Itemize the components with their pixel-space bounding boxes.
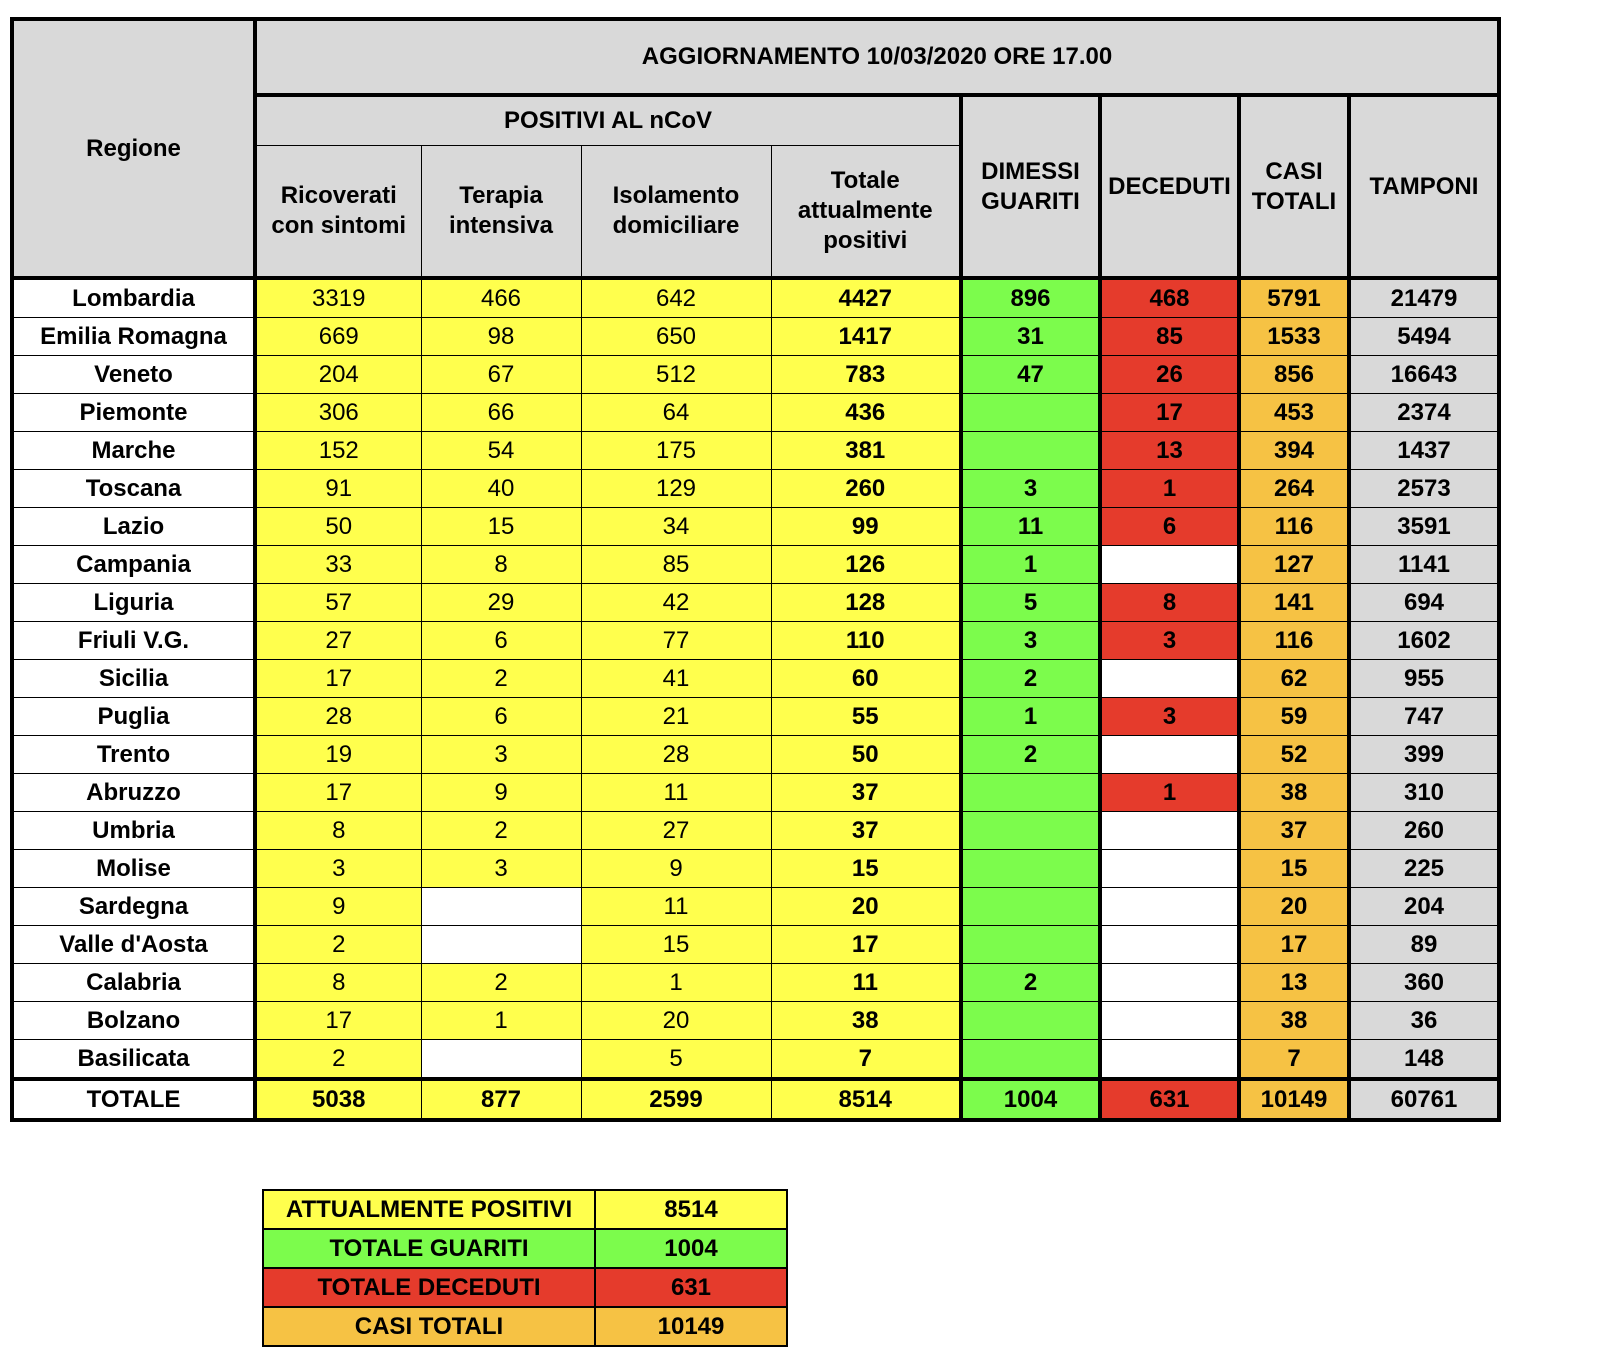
totals-deceduti: 631 bbox=[1100, 1079, 1239, 1120]
cell-casi: 453 bbox=[1239, 394, 1349, 432]
cell-dimessi: 2 bbox=[961, 964, 1100, 1002]
cell-isolamento: 11 bbox=[581, 888, 771, 926]
cell-tamponi: 2374 bbox=[1349, 394, 1499, 432]
cell-isolamento: 5 bbox=[581, 1040, 771, 1080]
header-totale-positivi bbox=[771, 146, 961, 279]
cell-isolamento: 9 bbox=[581, 850, 771, 888]
header-dimessi bbox=[961, 95, 1100, 278]
cell-casi: 59 bbox=[1239, 698, 1349, 736]
header-casi-totali bbox=[1239, 95, 1349, 278]
cell-ricoverati: 19 bbox=[255, 736, 421, 774]
totals-dimessi: 1004 bbox=[961, 1079, 1100, 1120]
cell-deceduti: 468 bbox=[1100, 278, 1239, 318]
cell-deceduti bbox=[1100, 736, 1239, 774]
cell-ricoverati: 33 bbox=[255, 546, 421, 584]
header-terapia bbox=[421, 146, 581, 279]
table-row bbox=[12, 584, 1499, 622]
cell-dimessi: 896 bbox=[961, 278, 1100, 318]
cell-terapia: 54 bbox=[421, 432, 581, 470]
cell-casi: 13 bbox=[1239, 964, 1349, 1002]
table-header bbox=[12, 19, 1499, 278]
cell-casi: 116 bbox=[1239, 622, 1349, 660]
cell-dimessi: 31 bbox=[961, 318, 1100, 356]
cell-isolamento: 27 bbox=[581, 812, 771, 850]
cell-deceduti: 6 bbox=[1100, 508, 1239, 546]
cell-ricoverati: 9 bbox=[255, 888, 421, 926]
cell-tamponi: 148 bbox=[1349, 1040, 1499, 1080]
table-row bbox=[12, 318, 1499, 356]
cell-totale-positivi: 55 bbox=[771, 698, 961, 736]
covid-regional-table bbox=[10, 17, 1501, 1122]
summary-body bbox=[263, 1190, 787, 1346]
cell-totale-positivi: 436 bbox=[771, 394, 961, 432]
cell-casi: 141 bbox=[1239, 584, 1349, 622]
cell-casi: 5791 bbox=[1239, 278, 1349, 318]
cell-regione: Sardegna bbox=[12, 888, 255, 926]
cell-totale-positivi: 99 bbox=[771, 508, 961, 546]
cell-tamponi: 36 bbox=[1349, 1002, 1499, 1040]
cell-regione: Liguria bbox=[12, 584, 255, 622]
header-tamponi: TAMPONI bbox=[1349, 95, 1499, 278]
cell-dimessi bbox=[961, 926, 1100, 964]
cell-deceduti: 17 bbox=[1100, 394, 1239, 432]
summary-row bbox=[263, 1307, 787, 1346]
table-row bbox=[12, 1002, 1499, 1040]
cell-deceduti bbox=[1100, 1002, 1239, 1040]
cell-terapia: 6 bbox=[421, 622, 581, 660]
cell-ricoverati: 2 bbox=[255, 926, 421, 964]
cell-dimessi: 5 bbox=[961, 584, 1100, 622]
cell-isolamento: 41 bbox=[581, 660, 771, 698]
cell-regione: Puglia bbox=[12, 698, 255, 736]
cell-dimessi bbox=[961, 394, 1100, 432]
table-row bbox=[12, 1040, 1499, 1080]
cell-casi: 38 bbox=[1239, 1002, 1349, 1040]
table-row bbox=[12, 356, 1499, 394]
cell-casi: 17 bbox=[1239, 926, 1349, 964]
cell-totale-positivi: 128 bbox=[771, 584, 961, 622]
cell-terapia bbox=[421, 888, 581, 926]
cell-totale-positivi: 11 bbox=[771, 964, 961, 1002]
cell-regione: Lombardia bbox=[12, 278, 255, 318]
table-row bbox=[12, 546, 1499, 584]
cell-ricoverati: 17 bbox=[255, 1002, 421, 1040]
cell-ricoverati: 8 bbox=[255, 964, 421, 1002]
cell-casi: 37 bbox=[1239, 812, 1349, 850]
cell-deceduti bbox=[1100, 812, 1239, 850]
summary-row bbox=[263, 1190, 787, 1229]
cell-isolamento: 85 bbox=[581, 546, 771, 584]
cell-ricoverati: 2 bbox=[255, 1040, 421, 1080]
cell-deceduti: 8 bbox=[1100, 584, 1239, 622]
cell-totale-positivi: 37 bbox=[771, 812, 961, 850]
cell-regione: Calabria bbox=[12, 964, 255, 1002]
cell-totale-positivi: 38 bbox=[771, 1002, 961, 1040]
cell-dimessi: 1 bbox=[961, 698, 1100, 736]
cell-tamponi: 225 bbox=[1349, 850, 1499, 888]
cell-isolamento: 77 bbox=[581, 622, 771, 660]
header-casi-totali-label: CASI TOTALI bbox=[1251, 157, 1337, 215]
cell-tamponi: 747 bbox=[1349, 698, 1499, 736]
cell-deceduti bbox=[1100, 926, 1239, 964]
header-isolamento-label: Isolamento domiciliare bbox=[612, 182, 740, 239]
cell-regione: Bolzano bbox=[12, 1002, 255, 1040]
table-row bbox=[12, 278, 1499, 318]
summary-value: 1004 bbox=[595, 1229, 787, 1268]
cell-deceduti bbox=[1100, 888, 1239, 926]
cell-terapia: 3 bbox=[421, 736, 581, 774]
cell-tamponi: 21479 bbox=[1349, 278, 1499, 318]
cell-isolamento: 28 bbox=[581, 736, 771, 774]
header-positivi-group: POSITIVI AL nCoV bbox=[255, 95, 961, 146]
cell-casi: 52 bbox=[1239, 736, 1349, 774]
cell-deceduti bbox=[1100, 546, 1239, 584]
cell-isolamento: 129 bbox=[581, 470, 771, 508]
cell-totale-positivi: 17 bbox=[771, 926, 961, 964]
cell-casi: 20 bbox=[1239, 888, 1349, 926]
cell-regione: Toscana bbox=[12, 470, 255, 508]
cell-isolamento: 64 bbox=[581, 394, 771, 432]
cell-terapia: 98 bbox=[421, 318, 581, 356]
cell-regione: Veneto bbox=[12, 356, 255, 394]
header-totale-positivi-label: Totale attualmente positivi bbox=[797, 167, 933, 254]
cell-tamponi: 1602 bbox=[1349, 622, 1499, 660]
header-deceduti: DECEDUTI bbox=[1100, 95, 1239, 278]
cell-tamponi: 1437 bbox=[1349, 432, 1499, 470]
header-isolamento bbox=[581, 146, 771, 279]
cell-deceduti: 3 bbox=[1100, 698, 1239, 736]
cell-casi: 1533 bbox=[1239, 318, 1349, 356]
cell-totale-positivi: 20 bbox=[771, 888, 961, 926]
cell-terapia: 9 bbox=[421, 774, 581, 812]
totals-casi: 10149 bbox=[1239, 1079, 1349, 1120]
cell-tamponi: 260 bbox=[1349, 812, 1499, 850]
cell-ricoverati: 17 bbox=[255, 774, 421, 812]
table-row bbox=[12, 660, 1499, 698]
cell-isolamento: 175 bbox=[581, 432, 771, 470]
cell-deceduti: 85 bbox=[1100, 318, 1239, 356]
cell-regione: Friuli V.G. bbox=[12, 622, 255, 660]
cell-casi: 62 bbox=[1239, 660, 1349, 698]
cell-casi: 127 bbox=[1239, 546, 1349, 584]
cell-regione: Basilicata bbox=[12, 1040, 255, 1080]
table-row bbox=[12, 888, 1499, 926]
cell-regione: Sicilia bbox=[12, 660, 255, 698]
table-row bbox=[12, 508, 1499, 546]
cell-deceduti: 1 bbox=[1100, 470, 1239, 508]
cell-casi: 856 bbox=[1239, 356, 1349, 394]
cell-tamponi: 399 bbox=[1349, 736, 1499, 774]
cell-terapia bbox=[421, 1040, 581, 1080]
cell-ricoverati: 306 bbox=[255, 394, 421, 432]
cell-dimessi bbox=[961, 1002, 1100, 1040]
cell-casi: 15 bbox=[1239, 850, 1349, 888]
table-row bbox=[12, 850, 1499, 888]
cell-totale-positivi: 37 bbox=[771, 774, 961, 812]
cell-ricoverati: 3319 bbox=[255, 278, 421, 318]
totals-label: TOTALE bbox=[12, 1079, 255, 1120]
cell-terapia: 67 bbox=[421, 356, 581, 394]
cell-tamponi: 2573 bbox=[1349, 470, 1499, 508]
cell-ricoverati: 57 bbox=[255, 584, 421, 622]
cell-dimessi: 11 bbox=[961, 508, 1100, 546]
cell-deceduti: 13 bbox=[1100, 432, 1239, 470]
cell-dimessi bbox=[961, 850, 1100, 888]
table-row bbox=[12, 432, 1499, 470]
cell-deceduti: 3 bbox=[1100, 622, 1239, 660]
cell-isolamento: 650 bbox=[581, 318, 771, 356]
summary-value: 631 bbox=[595, 1268, 787, 1307]
cell-totale-positivi: 260 bbox=[771, 470, 961, 508]
cell-regione: Molise bbox=[12, 850, 255, 888]
cell-totale-positivi: 50 bbox=[771, 736, 961, 774]
cell-terapia: 2 bbox=[421, 964, 581, 1002]
summary-value: 10149 bbox=[595, 1307, 787, 1346]
totals-isolamento: 2599 bbox=[581, 1079, 771, 1120]
cell-casi: 394 bbox=[1239, 432, 1349, 470]
cell-regione: Campania bbox=[12, 546, 255, 584]
cell-tamponi: 694 bbox=[1349, 584, 1499, 622]
cell-ricoverati: 91 bbox=[255, 470, 421, 508]
cell-tamponi: 1141 bbox=[1349, 546, 1499, 584]
table-row bbox=[12, 698, 1499, 736]
cell-deceduti bbox=[1100, 1040, 1239, 1080]
cell-deceduti: 1 bbox=[1100, 774, 1239, 812]
cell-regione: Umbria bbox=[12, 812, 255, 850]
cell-deceduti bbox=[1100, 850, 1239, 888]
cell-terapia: 466 bbox=[421, 278, 581, 318]
cell-ricoverati: 27 bbox=[255, 622, 421, 660]
cell-deceduti bbox=[1100, 660, 1239, 698]
cell-regione: Marche bbox=[12, 432, 255, 470]
cell-dimessi: 2 bbox=[961, 736, 1100, 774]
cell-terapia: 15 bbox=[421, 508, 581, 546]
header-ricoverati bbox=[255, 146, 421, 279]
totals-terapia: 877 bbox=[421, 1079, 581, 1120]
cell-regione: Lazio bbox=[12, 508, 255, 546]
cell-dimessi: 1 bbox=[961, 546, 1100, 584]
cell-isolamento: 34 bbox=[581, 508, 771, 546]
cell-dimessi: 3 bbox=[961, 622, 1100, 660]
cell-regione: Valle d'Aosta bbox=[12, 926, 255, 964]
cell-casi: 38 bbox=[1239, 774, 1349, 812]
cell-casi: 264 bbox=[1239, 470, 1349, 508]
cell-totale-positivi: 783 bbox=[771, 356, 961, 394]
summary-label: TOTALE GUARITI bbox=[263, 1229, 595, 1268]
cell-totale-positivi: 60 bbox=[771, 660, 961, 698]
cell-isolamento: 21 bbox=[581, 698, 771, 736]
cell-regione: Emilia Romagna bbox=[12, 318, 255, 356]
cell-tamponi: 16643 bbox=[1349, 356, 1499, 394]
table-row bbox=[12, 812, 1499, 850]
cell-tamponi: 89 bbox=[1349, 926, 1499, 964]
summary-table bbox=[262, 1189, 788, 1347]
table-row bbox=[12, 736, 1499, 774]
cell-ricoverati: 3 bbox=[255, 850, 421, 888]
cell-ricoverati: 17 bbox=[255, 660, 421, 698]
cell-terapia bbox=[421, 926, 581, 964]
cell-totale-positivi: 4427 bbox=[771, 278, 961, 318]
cell-dimessi: 3 bbox=[961, 470, 1100, 508]
cell-tamponi: 360 bbox=[1349, 964, 1499, 1002]
cell-terapia: 29 bbox=[421, 584, 581, 622]
table-row bbox=[12, 622, 1499, 660]
cell-deceduti bbox=[1100, 964, 1239, 1002]
cell-regione: Abruzzo bbox=[12, 774, 255, 812]
cell-isolamento: 1 bbox=[581, 964, 771, 1002]
cell-terapia: 3 bbox=[421, 850, 581, 888]
summary-value: 8514 bbox=[595, 1190, 787, 1229]
cell-ricoverati: 669 bbox=[255, 318, 421, 356]
table-totals bbox=[12, 1079, 1499, 1120]
table-row bbox=[12, 774, 1499, 812]
cell-tamponi: 955 bbox=[1349, 660, 1499, 698]
header-terapia-label: Terapia intensiva bbox=[448, 182, 554, 239]
cell-totale-positivi: 381 bbox=[771, 432, 961, 470]
header-dimessi-label: DIMESSI GUARITI bbox=[981, 157, 1080, 215]
cell-dimessi: 2 bbox=[961, 660, 1100, 698]
cell-terapia: 40 bbox=[421, 470, 581, 508]
cell-tamponi: 204 bbox=[1349, 888, 1499, 926]
summary-label: TOTALE DECEDUTI bbox=[263, 1268, 595, 1307]
totals-tamponi: 60761 bbox=[1349, 1079, 1499, 1120]
cell-totale-positivi: 110 bbox=[771, 622, 961, 660]
cell-totale-positivi: 126 bbox=[771, 546, 961, 584]
cell-dimessi bbox=[961, 888, 1100, 926]
cell-dimessi: 47 bbox=[961, 356, 1100, 394]
cell-dimessi bbox=[961, 432, 1100, 470]
cell-ricoverati: 152 bbox=[255, 432, 421, 470]
table-body bbox=[12, 278, 1499, 1079]
table-row bbox=[12, 470, 1499, 508]
cell-isolamento: 20 bbox=[581, 1002, 771, 1040]
cell-ricoverati: 204 bbox=[255, 356, 421, 394]
cell-ricoverati: 50 bbox=[255, 508, 421, 546]
cell-terapia: 2 bbox=[421, 660, 581, 698]
summary-row bbox=[263, 1268, 787, 1307]
cell-totale-positivi: 15 bbox=[771, 850, 961, 888]
cell-deceduti: 26 bbox=[1100, 356, 1239, 394]
cell-dimessi bbox=[961, 812, 1100, 850]
summary-label: ATTUALMENTE POSITIVI bbox=[263, 1190, 595, 1229]
table-row bbox=[12, 926, 1499, 964]
header-regione: Regione bbox=[12, 19, 255, 278]
totals-totale-positivi: 8514 bbox=[771, 1079, 961, 1120]
cell-casi: 116 bbox=[1239, 508, 1349, 546]
cell-totale-positivi: 7 bbox=[771, 1040, 961, 1080]
cell-ricoverati: 28 bbox=[255, 698, 421, 736]
cell-isolamento: 15 bbox=[581, 926, 771, 964]
totals-ricoverati: 5038 bbox=[255, 1079, 421, 1120]
cell-tamponi: 3591 bbox=[1349, 508, 1499, 546]
table-title: AGGIORNAMENTO 10/03/2020 ORE 17.00 bbox=[255, 19, 1499, 95]
cell-dimessi bbox=[961, 774, 1100, 812]
table-row bbox=[12, 964, 1499, 1002]
cell-regione: Trento bbox=[12, 736, 255, 774]
cell-terapia: 8 bbox=[421, 546, 581, 584]
cell-tamponi: 5494 bbox=[1349, 318, 1499, 356]
cell-terapia: 2 bbox=[421, 812, 581, 850]
cell-isolamento: 512 bbox=[581, 356, 771, 394]
cell-terapia: 1 bbox=[421, 1002, 581, 1040]
cell-terapia: 66 bbox=[421, 394, 581, 432]
cell-regione: Piemonte bbox=[12, 394, 255, 432]
cell-ricoverati: 8 bbox=[255, 812, 421, 850]
table-row bbox=[12, 394, 1499, 432]
summary-row bbox=[263, 1229, 787, 1268]
cell-isolamento: 11 bbox=[581, 774, 771, 812]
cell-casi: 7 bbox=[1239, 1040, 1349, 1080]
summary-label: CASI TOTALI bbox=[263, 1307, 595, 1346]
cell-dimessi bbox=[961, 1040, 1100, 1080]
cell-tamponi: 310 bbox=[1349, 774, 1499, 812]
cell-totale-positivi: 1417 bbox=[771, 318, 961, 356]
cell-terapia: 6 bbox=[421, 698, 581, 736]
header-ricoverati-label: Ricoverati con sintomi bbox=[271, 182, 407, 239]
cell-isolamento: 642 bbox=[581, 278, 771, 318]
cell-isolamento: 42 bbox=[581, 584, 771, 622]
